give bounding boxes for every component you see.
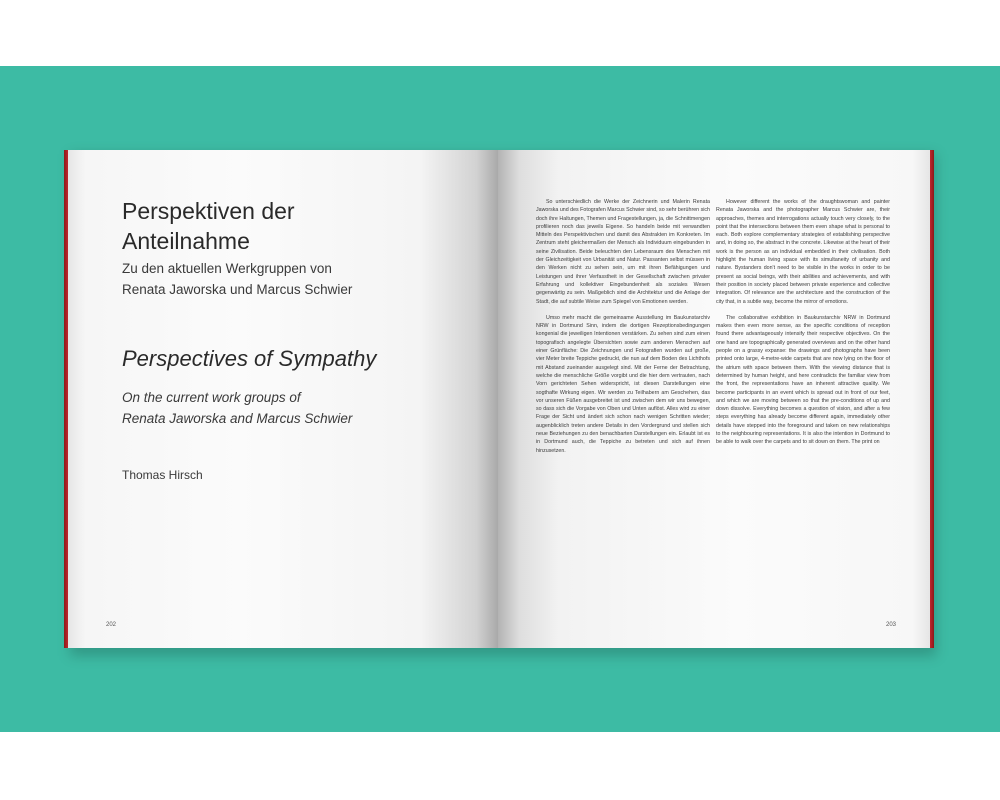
subtitle-german-line-1: Zu den aktuellen Werkgruppen von bbox=[122, 261, 332, 276]
title-german-line-2: Anteilnahme bbox=[122, 228, 250, 254]
title-german bbox=[122, 196, 295, 256]
subtitle-german bbox=[122, 258, 352, 300]
subtitle-english-line-1: On the current work groups of bbox=[122, 390, 301, 405]
german-text-column bbox=[536, 198, 710, 463]
title-german-line-1: Perspektiven der bbox=[122, 198, 295, 224]
page-number-left: 202 bbox=[106, 622, 117, 628]
english-paragraph-1: However different the works of the draughtswoman and painter Renata Jaworska and the photographer Marcus Schwier are, their approaches, themes and interrogations actually touch very closely, to the point that the intersections between them even shape what is personal to each. Both explore complementary strategies of establishing perspective and, in doing so, the abstract in the concrete. Likewise at the heart of their work is the person as an individual embedded in their civilisation. Both highlight the human living space with its simultaneity of urbanity and nature. Bystanders don't need to be visible in the works in order to be present as social beings, with their abilities and achievements, and with their position in society placed between private experience and collective integration. Of relevance are the architecture and the construction of the city that, in a subtle way, become the mirror of emotions. bbox=[716, 199, 890, 305]
subtitle-german-line-2: Renata Jaworska und Marcus Schwier bbox=[122, 282, 353, 297]
english-text-column bbox=[716, 198, 890, 455]
german-paragraph-2: Umso mehr macht die gemeinsame Ausstellung im Baukunstarchiv NRW in Dortmund Sinn, indem die dortigen Rezeptionsbedingungen kongenial die jeweiligen Intentionen verstärken. Zu sehen sind zum einen topografisch angelegte Übersichten sowie zum anderen Menschen auf einer Grünfläche: Die Zeichnungen und Fotografien wurden auf große, vier Meter breite Teppiche gedruckt, die nun auf dem Boden des Lichthofs mit Abstand zueinander ausgelegt sind. Mit der Ferne der Betrachtung, welche die menschliche Größe vorgibt und die hier dem vertrauten, nach Vorn gerichteten Sehen widerspricht, ist diesen Darstellungen eine sogthafte Wirkung eigen. Wir werden zu Teilhabern am Geschehen, das vor unseren Füßen ausgebreitet ist und zwischen dem wir uns bewegen, so dass sich die Vorgabe von Oben und Unten auflöst. Alles wird zu einer Frage der Sicht und ändert sich schon nach wenigen Schritten wieder; augenblicklich treten andere Details in den Vordergrund und stellen sich neue Beziehungen zu den benachbarten Darstellungen ein. Erlaubt ist es in Dortmund auch, die Teppiche zu betreten und sich auf ihnen hinzusetzen. bbox=[536, 314, 710, 454]
subtitle-english bbox=[122, 387, 352, 429]
page-number-right: 203 bbox=[886, 622, 897, 628]
left-page bbox=[68, 150, 498, 648]
subtitle-english-line-2: Renata Jaworska and Marcus Schwier bbox=[122, 411, 353, 426]
book-edge-right bbox=[930, 150, 934, 648]
german-paragraph-1: So unterschiedlich die Werke der Zeichnerin und Malerin Renata Jaworska und des Fotografen Marcus Schwier sind, so sehr berühren sich doch ihre Haltungen, Themen und Fragestellungen, ja, die Schnittmengen profilieren noch das jeweils Eigene. So handeln beide mit verwandten Mitteln des Perspektivischen und damit des Abstrakten im Konkreten. Im Zentrum steht gleichermaßen der Mensch als Individuum eingebunden in seine Zivilisation. Beide beleuchten den Lebensraum des Menschen mit der Gleichzeitigkeit von Urbanität und Natur. Passanten selbst müssen in den Werken nicht zu sehen sein, um mit ihren Befähigungen und Leistungen und ihrer Verfasstheit in der Gesellschaft zwischen privater Erfahrung und kollektiver Eingebundenheit als soziales Wesen gegenwärtig zu sein. Maßgeblich sind die Architektur und die Anlage der Stadt, die auf subtile Weise zum Spiegel von Emotionen werden. bbox=[536, 199, 710, 305]
english-paragraph-2: The collaborative exhibition in Baukunstarchiv NRW in Dortmund makes then even more sense, as the specific conditions of reception found there advantageously intensify their respective objectives. On the one hand are topographically generated overviews and on the other hand people on a grassy expanse: the drawings and photographs have been printed onto large, 4-metre-wide carpets that are now lying on the floor of the atrium with space between them. With the viewing distance that is determined by human height, and here contradicts the familiar view from the front, the representations have an inherent attractive quality. We become participants in an event which is spread out in front of our feet, and which we are moving between so that the pre-conditions of up and down dissolve. Everything becomes a question of vision, and after a few steps everything has already become different again, immediately other details have stepped into the foreground and taken on new relationships to the neighbouring representations. It is also the intention in Dortmund to be able to walk over the carpets and to sit down on them. The print on bbox=[716, 314, 890, 446]
title-english: Perspectives of Sympathy bbox=[122, 346, 377, 371]
author-name: Thomas Hirsch bbox=[122, 468, 203, 482]
right-page bbox=[498, 150, 930, 648]
